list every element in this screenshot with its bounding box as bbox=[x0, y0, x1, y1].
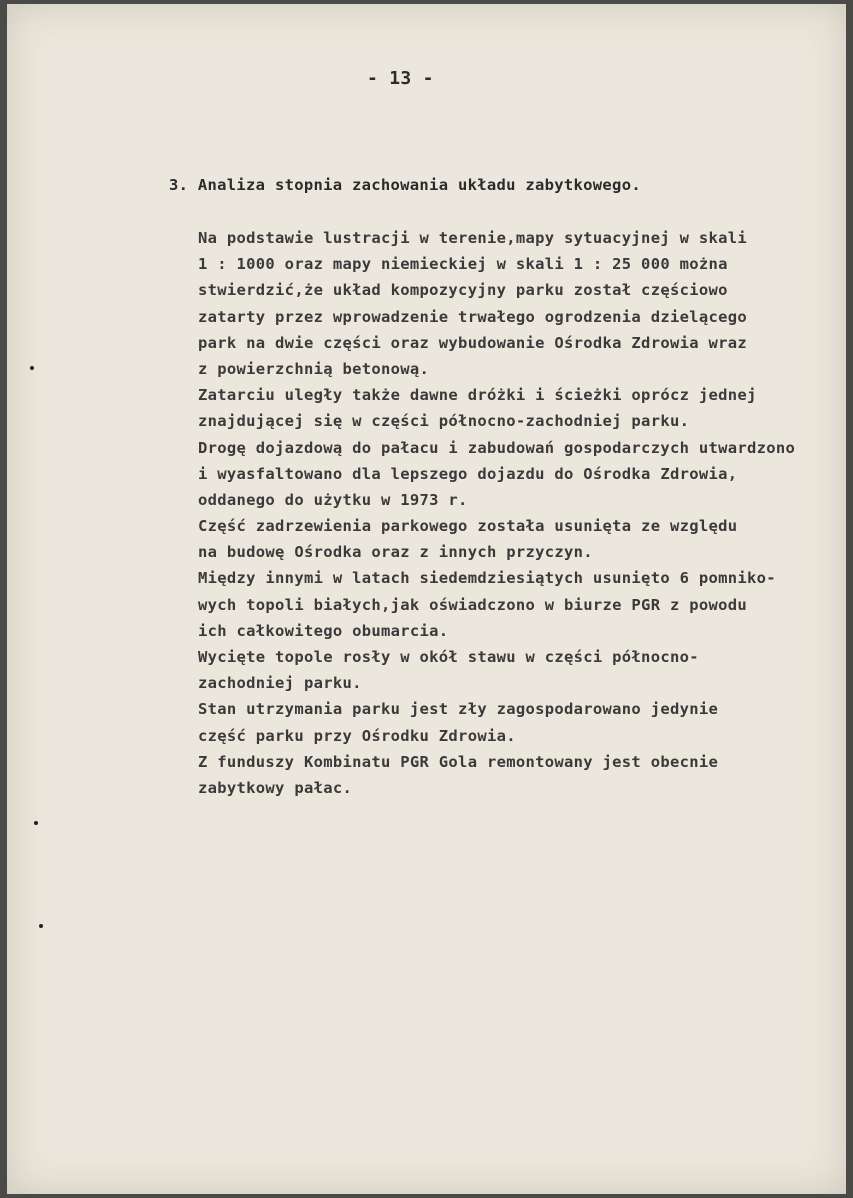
text-line: oddanego do użytku w 1973 r. bbox=[198, 490, 468, 509]
text-line: znajdującej się w części północno-zachodniej parku. bbox=[198, 412, 690, 431]
section-heading: 3. Analiza stopnia zachowania układu zabytkowego. bbox=[169, 176, 641, 194]
text-line: część parku przy Ośrodku Zdrowia. bbox=[198, 726, 516, 745]
text-line: Stan utrzymania parku jest zły zagospodarowano jedynie bbox=[198, 700, 719, 719]
text-line: 1 : 1000 oraz mapy niemieckiej w skali 1 : 25 000 można bbox=[198, 255, 728, 274]
text-line: Część zadrzewienia parkowego została usunięta ze względu bbox=[198, 517, 738, 536]
text-line: Na podstawie lustracji w terenie,mapy sytuacyjnej w skali bbox=[198, 229, 748, 247]
document-page bbox=[7, 4, 846, 1194]
binding-hole-mark bbox=[39, 924, 43, 928]
text-line: Wycięte topole rosły w okół stawu w części północno- bbox=[198, 648, 699, 666]
binding-hole-mark bbox=[34, 821, 38, 825]
text-line: i wyasfaltowano dla lepszego dojazdu do Ośrodka Zdrowia, bbox=[198, 464, 738, 483]
text-line: Drogę dojazdową do pałacu i zabudowań gospodarczych utwardzono bbox=[198, 438, 796, 457]
text-line: zatarty przez wprowadzenie trwałego ogrodzenia dzielącego bbox=[198, 307, 748, 326]
text-line: z powierzchnią betonową. bbox=[198, 359, 430, 378]
text-line: wych topoli białych,jak oświadczono w biurze PGR z powodu bbox=[198, 595, 748, 614]
text-line: zabytkowy pałac. bbox=[198, 778, 353, 797]
text-line: Z funduszy Kombinatu PGR Gola remontowany jest obecnie bbox=[198, 752, 719, 771]
text-line: na budowę Ośrodka oraz z innych przyczyn. bbox=[198, 543, 593, 562]
text-line: zachodniej parku. bbox=[198, 674, 362, 693]
text-line: Zatarciu uległy także dawne dróżki i ścieżki oprócz jednej bbox=[198, 386, 757, 405]
binding-hole-mark bbox=[30, 366, 34, 370]
text-line: stwierdzić,że układ kompozycyjny parku został częściowo bbox=[198, 281, 728, 300]
text-line: Między innymi w latach siedemdziesiątych usunięto 6 pomniko- bbox=[198, 569, 776, 588]
text-line: park na dwie części oraz wybudowanie Ośrodka Zdrowia wraz bbox=[198, 333, 748, 352]
body-text bbox=[198, 225, 843, 801]
page-number: - 13 - bbox=[367, 68, 434, 89]
text-line: ich całkowitego obumarcia. bbox=[198, 621, 449, 640]
